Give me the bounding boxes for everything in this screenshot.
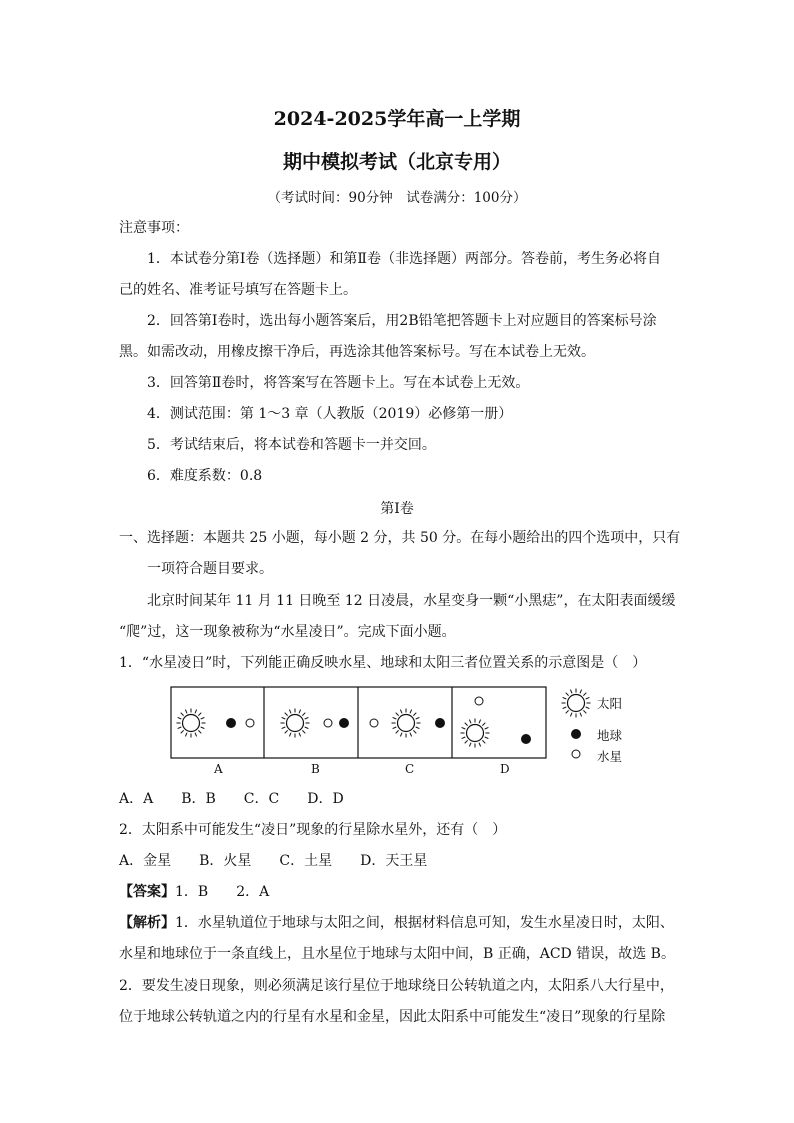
diagram-label-b: B <box>311 762 320 776</box>
sun-icon <box>281 709 310 738</box>
notice-item-1: 1．本试卷分第Ⅰ卷（选择题）和第Ⅱ卷（非选择题）两部分。答卷前，考生务必将自 <box>147 251 661 267</box>
material-text: 北京时间某年 11 月 11 日晚至 12 日凌晨，水星变身一颗“小黑痣”，在太阳表面缓缓 <box>147 593 676 609</box>
notice-heading: 注意事项： <box>119 220 189 236</box>
notice-item-1-cont: 己的姓名、准考证号填写在答题卡上。 <box>119 282 357 298</box>
legend-sun-label: 太阳 <box>597 696 623 711</box>
notice-item-4: 4．测试范围：第 1～3 章（人教版（2019）必修第一册） <box>147 406 513 422</box>
volume-heading: 第Ⅰ卷 <box>380 501 414 517</box>
material-text-cont: “爬”过，这一现象被称为“水星凌日”。完成下面小题。 <box>119 624 456 640</box>
earth-icon <box>521 734 531 744</box>
diagram-label-c: C <box>405 762 415 776</box>
legend-mercury-icon <box>572 750 580 758</box>
question-1-options: A．A B．B C．C D．D <box>119 791 344 807</box>
earth-icon <box>339 718 349 728</box>
exam-title-year: 2024-2025学年高一上学期 <box>273 108 521 130</box>
mercury-icon <box>246 719 254 727</box>
notice-item-2-cont: 黑。如需改动，用橡皮擦干净后，再选涂其他答案标号。写在本试卷上无效。 <box>119 344 595 360</box>
notice-item-3: 3．回答第Ⅱ卷时，将答案写在答题卡上。写在本试卷上无效。 <box>147 375 530 391</box>
mercury-icon <box>324 719 332 727</box>
sun-icon <box>392 709 421 738</box>
notice-item-6: 6．难度系数：0.8 <box>147 468 263 484</box>
part-instruction-cont: 一项符合题目要求。 <box>147 561 273 577</box>
sun-icon <box>177 709 206 738</box>
option-a-diagram <box>177 709 255 738</box>
part-instruction: 一、选择题：本题共 25 小题，每小题 2 分，共 50 分。在每小题给出的四个选项中，只有 <box>119 530 681 546</box>
analysis-line-1 <box>119 913 674 933</box>
diagram-label-a: A <box>214 762 223 776</box>
notice-item-2: 2．回答第Ⅰ卷时，选出每小题答案后，用2B铅笔把答题卡上对应题目的答案标号涂 <box>147 313 657 329</box>
analysis-tag: 【解析】 <box>119 915 175 931</box>
notice-item-5: 5．考试结束后，将本试卷和答题卡一并交回。 <box>147 437 436 453</box>
option-c-diagram <box>370 709 445 738</box>
position-diagram <box>170 686 650 785</box>
sun-icon <box>461 719 490 748</box>
legend-sun-icon <box>562 689 591 718</box>
analysis-text-1: 1．水星轨道位于地球与太阳之间，根据材料信息可知，发生水星凌日时，太阳、 <box>175 915 674 931</box>
analysis-line-2: 水星和地球位于一条直线上，且水星位于地球与太阳中间，B 正确，ACD 错误，故选 B。 <box>119 946 675 962</box>
analysis-line-4: 位于地球公转轨道之内的行星有水星和金星，因此太阳系中可能发生“凌日”现象的行星除 <box>119 1009 666 1025</box>
diagram-label-d: D <box>500 762 510 776</box>
earth-icon <box>435 718 445 728</box>
answer-tag: 【答案】 <box>119 884 175 900</box>
option-b-diagram <box>281 709 350 738</box>
question-2-options: A．金星 B．火星 C．土星 D．天王星 <box>119 853 428 869</box>
legend-mercury-label: 水星 <box>597 749 623 764</box>
legend-earth-icon <box>571 729 581 739</box>
mercury-icon <box>475 697 483 705</box>
answer-text: 1．B 2．A <box>175 884 270 900</box>
question-1-stem: 1．“水星凌日”时，下列能正确反映水星、地球和太阳三者位置关系的示意图是（ ） <box>119 655 647 671</box>
exam-title: 期中模拟考试（北京专用） <box>282 151 511 173</box>
question-2-stem: 2．太阳系中可能发生“凌日”现象的行星除水星外，还有（ ） <box>119 822 507 838</box>
exam-time-info: （考试时间：90分钟 试卷满分：100分） <box>267 190 527 206</box>
answer-line <box>119 882 269 902</box>
mercury-icon <box>370 719 378 727</box>
earth-icon <box>226 718 236 728</box>
option-d-diagram <box>461 697 532 748</box>
legend-earth-label: 地球 <box>597 728 623 743</box>
analysis-line-3: 2．要发生凌日现象，则必须满足该行星位于地球绕日公转轨道之内，太阳系八大行星中， <box>119 978 674 994</box>
